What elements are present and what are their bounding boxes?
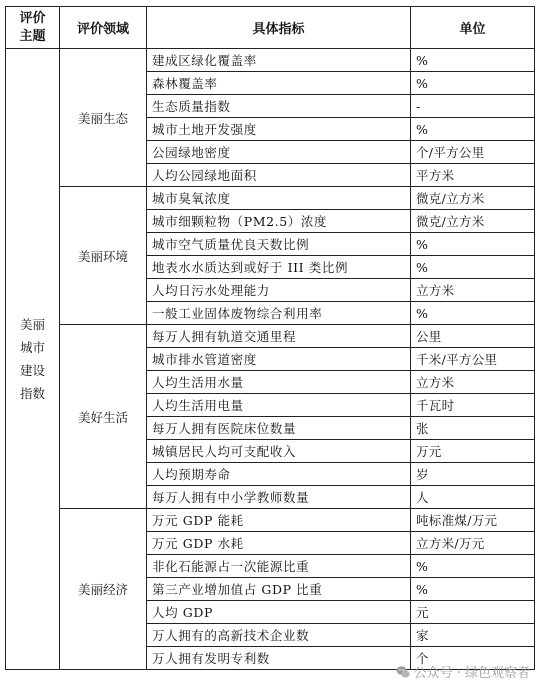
unit-cell: % [411, 256, 535, 279]
indicator-cell: 森林覆盖率 [147, 72, 411, 95]
indicator-cell: 万元 GDP 能耗 [147, 509, 411, 532]
indicator-cell: 人均 GDP [147, 601, 411, 624]
indicator-cell: 万人拥有的高新技术企业数 [147, 624, 411, 647]
header-domain: 评价领域 [60, 7, 147, 49]
unit-cell: 千米/平方公里 [411, 348, 535, 371]
domain-cell: 美丽生态 [60, 49, 147, 187]
indicator-cell: 万元 GDP 水耗 [147, 532, 411, 555]
unit-cell: % [411, 49, 535, 72]
indicator-cell: 城镇居民人均可支配收入 [147, 440, 411, 463]
unit-cell: 公里 [411, 325, 535, 348]
indicator-cell: 生态质量指数 [147, 95, 411, 118]
wechat-icon [396, 665, 410, 679]
indicator-cell: 人均生活用水量 [147, 371, 411, 394]
indicator-cell: 城市细颗粒物（PM2.5）浓度 [147, 210, 411, 233]
header-indicator: 具体指标 [147, 7, 411, 49]
indicator-cell: 每万人拥有轨道交通里程 [147, 325, 411, 348]
unit-cell: 微克/立方米 [411, 187, 535, 210]
indicator-cell: 公园绿地密度 [147, 141, 411, 164]
unit-cell: 个 [411, 647, 535, 670]
indicator-cell: 人均日污水处理能力 [147, 279, 411, 302]
unit-cell: % [411, 302, 535, 325]
indicator-cell: 城市臭氧浓度 [147, 187, 411, 210]
indicator-cell: 人均生活用电量 [147, 394, 411, 417]
indicator-cell: 城市空气质量优良天数比例 [147, 233, 411, 256]
unit-cell: 张 [411, 417, 535, 440]
unit-cell: % [411, 555, 535, 578]
indicator-cell: 人均公园绿地面积 [147, 164, 411, 187]
unit-cell: - [411, 95, 535, 118]
table-row [6, 49, 535, 72]
unit-cell: 万元 [411, 440, 535, 463]
table-row [6, 187, 535, 210]
header-theme: 评价 主题 [6, 7, 60, 49]
indicator-cell: 每万人拥有医院床位数量 [147, 417, 411, 440]
unit-cell: % [411, 72, 535, 95]
theme-cell: 美丽 城市 建设 指数 [6, 49, 60, 670]
indicator-cell: 城市排水管道密度 [147, 348, 411, 371]
unit-cell: 岁 [411, 463, 535, 486]
indicator-cell: 建成区绿化覆盖率 [147, 49, 411, 72]
indicator-cell: 每万人拥有中小学教师数量 [147, 486, 411, 509]
header-unit: 单位 [411, 7, 535, 49]
domain-cell: 美好生活 [60, 325, 147, 509]
unit-cell: 千瓦时 [411, 394, 535, 417]
unit-cell: % [411, 118, 535, 141]
unit-cell: 家 [411, 624, 535, 647]
watermark [396, 662, 530, 681]
indicator-cell: 地表水水质达到或好于 III 类比例 [147, 256, 411, 279]
unit-cell: 立方米 [411, 371, 535, 394]
unit-cell: 立方米 [411, 279, 535, 302]
indicator-cell: 第三产业增加值占 GDP 比重 [147, 578, 411, 601]
indicator-cell: 一般工业固体废物综合利用率 [147, 302, 411, 325]
unit-cell: 立方米/万元 [411, 532, 535, 555]
unit-cell: 吨标准煤/万元 [411, 509, 535, 532]
indicator-cell: 万人拥有发明专利数 [147, 647, 411, 670]
unit-cell: 个/平方公里 [411, 141, 535, 164]
domain-cell: 美丽经济 [60, 509, 147, 670]
table-row [6, 509, 535, 532]
header-row [6, 7, 535, 49]
unit-cell: 平方米 [411, 164, 535, 187]
table-row [6, 325, 535, 348]
unit-cell: % [411, 233, 535, 256]
unit-cell: 微克/立方米 [411, 210, 535, 233]
watermark-text: 公众号 · 绿色观察者 [413, 666, 530, 681]
indicator-cell: 非化石能源占一次能源比重 [147, 555, 411, 578]
unit-cell: 元 [411, 601, 535, 624]
domain-cell: 美丽环境 [60, 187, 147, 325]
indicator-table [5, 6, 535, 670]
unit-cell: 人 [411, 486, 535, 509]
indicator-cell: 人均预期寿命 [147, 463, 411, 486]
indicator-cell: 城市土地开发强度 [147, 118, 411, 141]
table-body [6, 49, 535, 670]
unit-cell: % [411, 578, 535, 601]
